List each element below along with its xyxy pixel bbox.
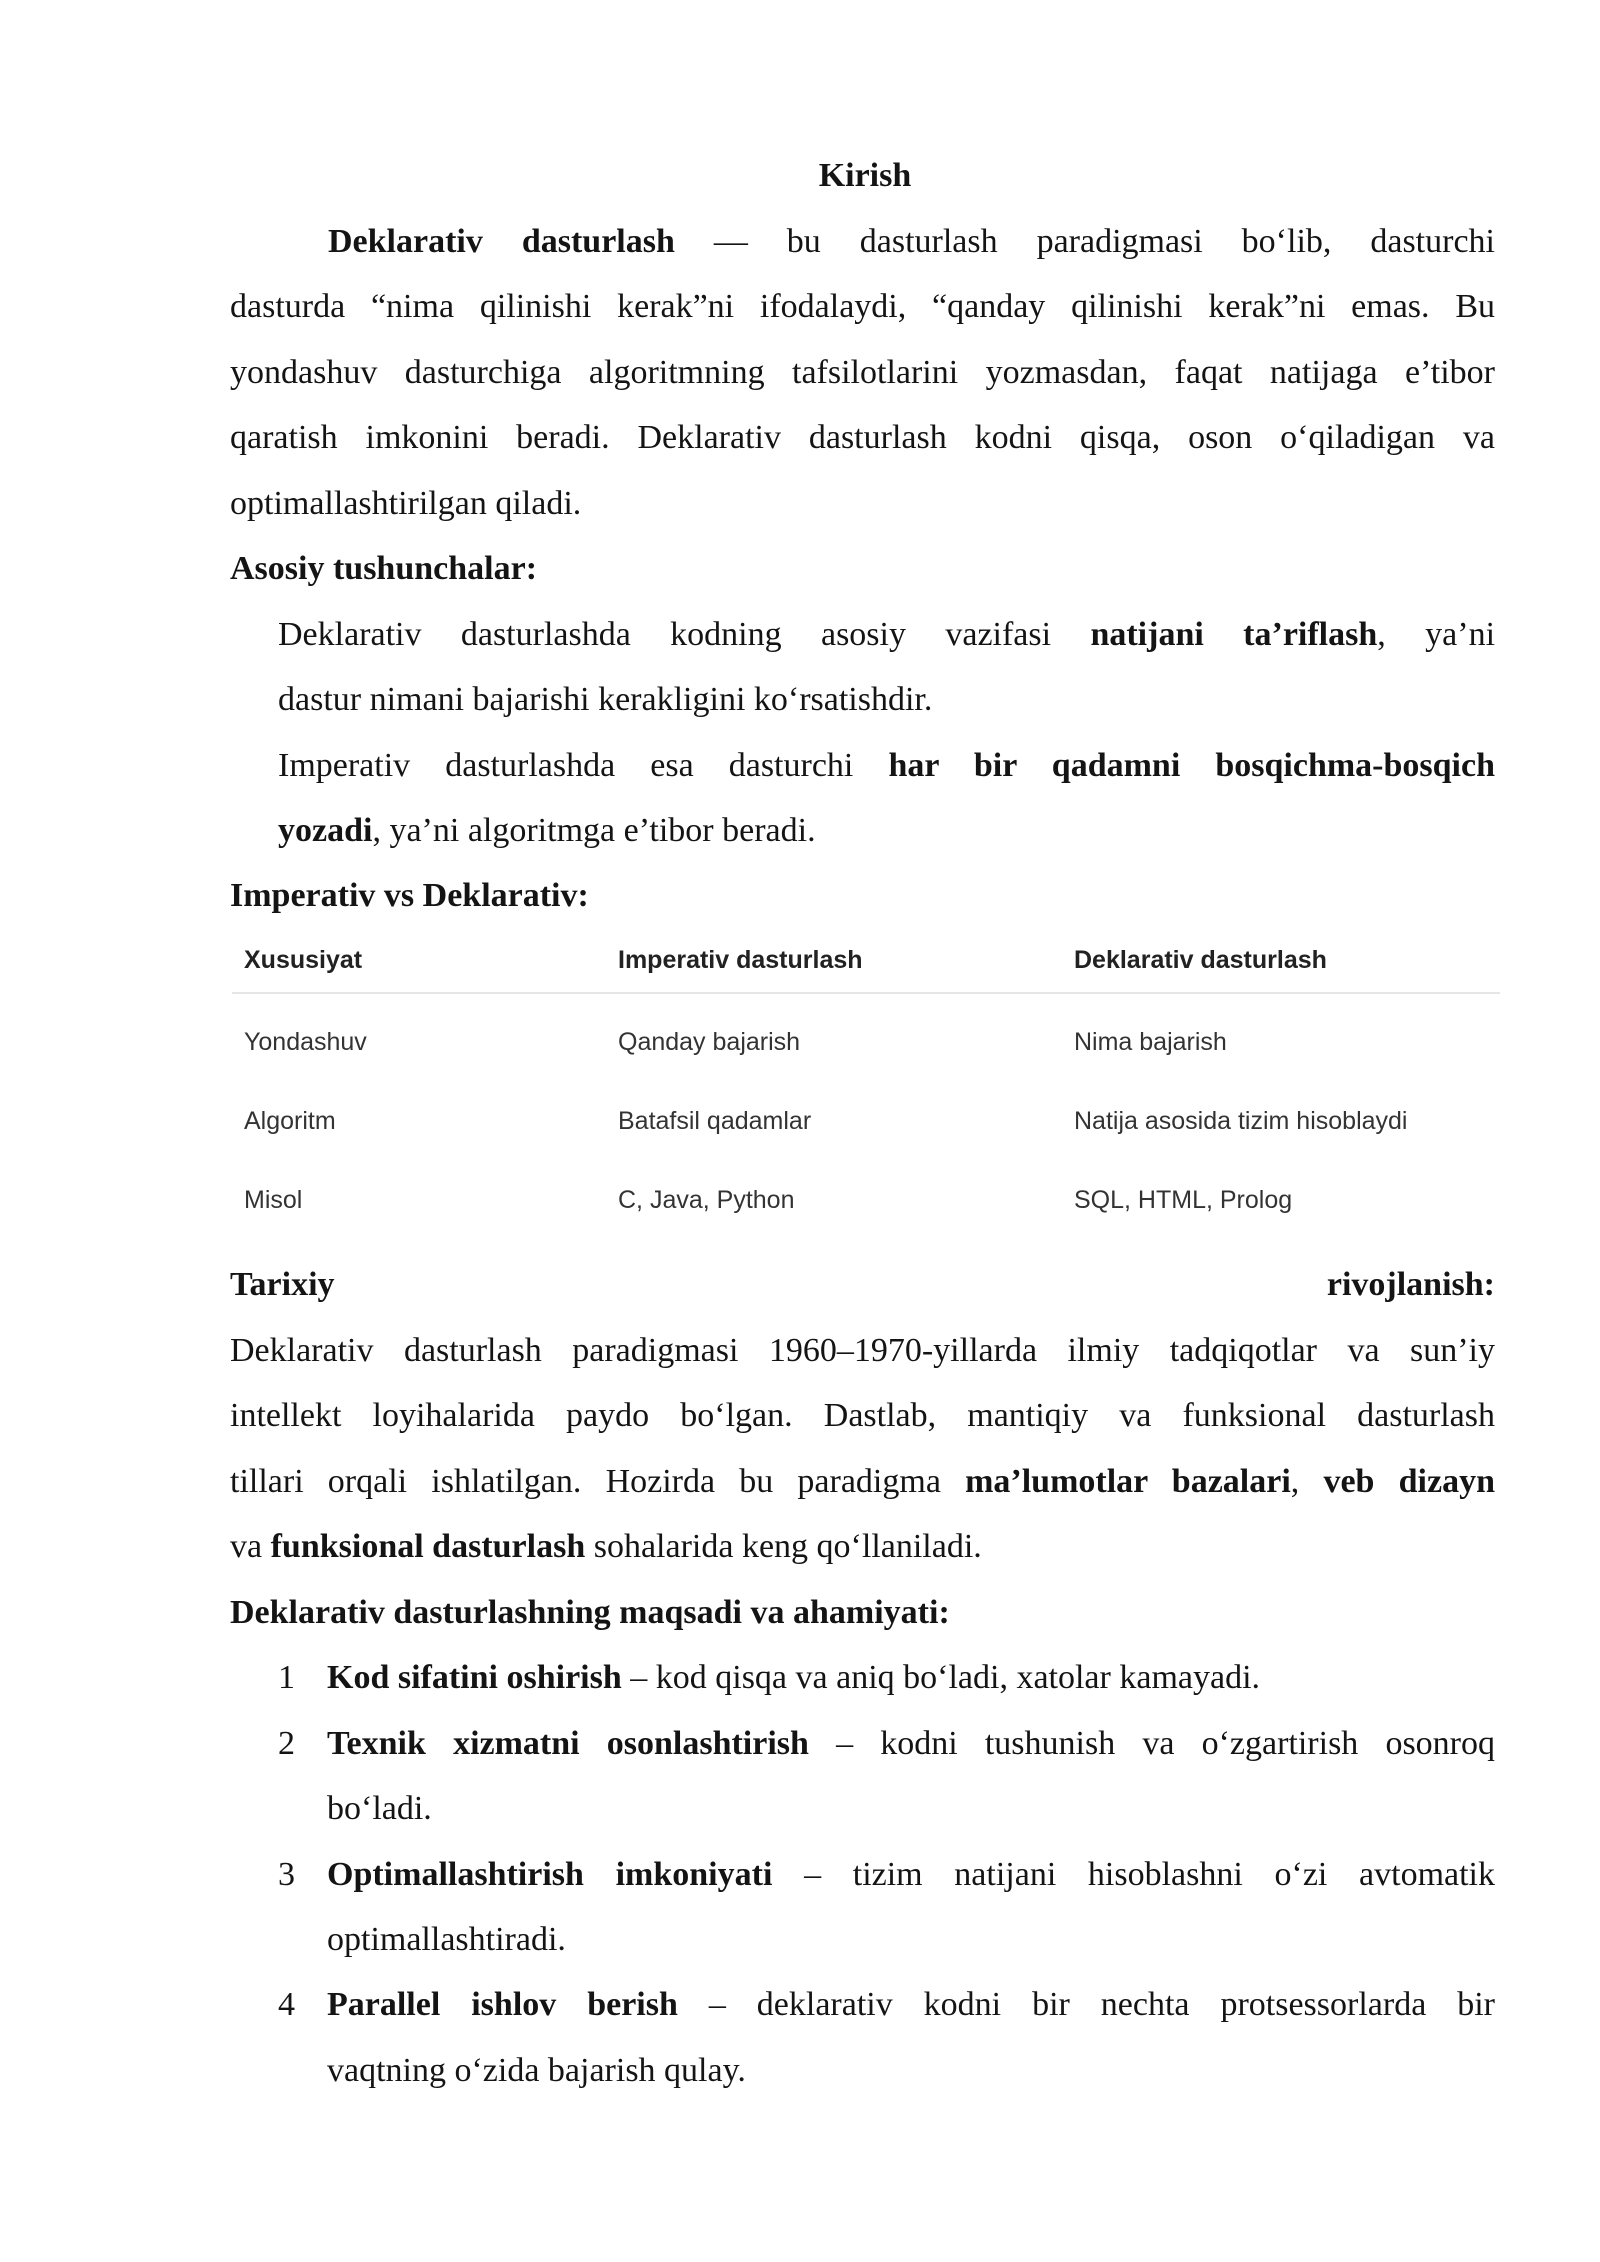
history-line-4 [230, 1527, 982, 1567]
history-bold-3: funksional dasturlash [270, 1528, 586, 1565]
list-item-number: 1 [278, 1659, 295, 1696]
list-item-number: 3 [278, 1856, 295, 1893]
list-item-text: – kod qisqa va aniq bo‘ladi, xatolar kamayadi. [621, 1659, 1261, 1696]
intro-line-1 [328, 222, 1495, 262]
list-item-continuation: optimallashtiradi. [327, 1921, 566, 1958]
history-bold-2: veb dizayn [1323, 1463, 1495, 1500]
history-line-1: Deklarativ dasturlash paradigmasi 1960–1970-yillarda ilmiy tadqiqotlar va sun’iy [230, 1332, 1495, 1369]
list-item-title: Parallel ishlov berish [327, 1986, 678, 2023]
list-item [327, 1724, 1495, 1764]
concept-1-line-2: dastur nimani bajarishi kerakligini ko‘rsatishdir. [278, 681, 933, 718]
concept-2-tail: , ya’ni algoritmga e’tibor beradi. [372, 812, 816, 849]
concept-1-tail: , ya’ni [1377, 616, 1495, 653]
table-row [232, 1152, 1500, 1231]
list-item-title: Kod sifatini oshirish [327, 1659, 622, 1696]
intro-line-4: qaratish imkonini beradi. Deklarativ dasturlash kodni qisqa, oson o‘qiladigan va [230, 419, 1495, 456]
list-item [327, 1658, 1260, 1698]
comparison-heading: Imperativ vs Deklarativ: [230, 877, 589, 914]
page-title: Kirish [818, 157, 912, 194]
concept-2-text: Imperativ dasturlashda esa dasturchi [278, 747, 889, 784]
list-item-number: 2 [278, 1725, 295, 1762]
table-cell: Yondashuv [244, 1028, 367, 1056]
table-cell: Misol [244, 1186, 303, 1214]
concept-2-line-1 [278, 746, 1495, 786]
list-item-continuation: bo‘ladi. [327, 1790, 432, 1827]
list-item-title: Texnik xizmatni osonlashtirish [327, 1725, 809, 1762]
concept-2-bold: har bir qadamni bosqichma-bosqich [888, 747, 1495, 784]
history-line-2: intellekt loyihalarida paydo bo‘lgan. Dastlab, mantiqiy va funksional dasturlash [230, 1397, 1495, 1434]
list-item [327, 1985, 1495, 2025]
list-item [327, 1855, 1495, 1895]
concept-1-line-1 [278, 615, 1495, 655]
intro-line-2: dasturda “nima qilinishi kerak”ni ifodalaydi, “qanday qilinishi kerak”ni emas. Bu [230, 288, 1495, 325]
table-cell: Natija asosida tizim hisoblaydi [1074, 1107, 1408, 1135]
concept-1-bold: natijani ta’riflash [1090, 616, 1378, 653]
table-header-cell: Imperativ dasturlash [618, 946, 863, 974]
history-line-4-text: va [230, 1528, 271, 1565]
table-cell: Nima bajarish [1074, 1028, 1227, 1056]
history-line-3-text: tillari orqali ishlatilgan. Hozirda bu paradigma [230, 1463, 966, 1500]
goals-heading: Deklarativ dasturlashning maqsadi va ahamiyati: [230, 1594, 950, 1631]
history-heading-left: Tarixiy [230, 1266, 335, 1303]
intro-line-1-text: — bu dasturlash paradigmasi bo‘lib, dasturchi [674, 223, 1495, 260]
list-item-title: Optimallashtirish imkoniyati [327, 1856, 773, 1893]
intro-term: Deklarativ dasturlash [328, 223, 675, 260]
history-line-4-tail: sohalarida keng qo‘llaniladi. [585, 1528, 982, 1565]
concept-1-text: Deklarativ dasturlashda kodning asosiy vazifasi [278, 616, 1091, 653]
list-item-number: 4 [278, 1986, 295, 2023]
table-cell: Qanday bajarish [618, 1028, 801, 1056]
table-cell: Batafsil qadamlar [618, 1107, 812, 1135]
history-sep: , [1290, 1463, 1324, 1500]
list-item-continuation: vaqtning o‘zida bajarish qulay. [327, 2052, 746, 2089]
intro-line-3: yondashuv dasturchiga algoritmning tafsilotlarini yozmasdan, faqat natijaga e’tibor [230, 354, 1495, 391]
list-item-text: – deklarativ kodni bir nechta protsessorlarda bir [677, 1986, 1495, 2023]
table-header-row [232, 936, 1500, 994]
concept-2-bold-2: yozadi [278, 812, 373, 849]
table-row [232, 994, 1500, 1073]
table-header-cell: Xususiyat [244, 946, 363, 974]
list-item-text: – kodni tushunish va o‘zgartirish osonroq [808, 1725, 1495, 1762]
history-bold-1: ma’lumotlar bazalari [965, 1463, 1291, 1500]
history-line-3 [230, 1462, 1495, 1502]
table-cell: Algoritm [244, 1107, 336, 1135]
table-cell: C, Java, Python [618, 1186, 795, 1214]
table-header-cell: Deklarativ dasturlash [1074, 946, 1327, 974]
comparison-table [232, 936, 1500, 1231]
intro-line-5: optimallashtirilgan qiladi. [230, 485, 582, 522]
history-heading-right: rivojlanish: [1326, 1266, 1495, 1303]
table-row [232, 1073, 1500, 1152]
list-item-text: – tizim natijani hisoblashni o‘zi avtomatik [772, 1856, 1495, 1893]
concept-2-line-2 [278, 811, 816, 851]
table-cell: SQL, HTML, Prolog [1074, 1186, 1293, 1214]
concepts-heading: Asosiy tushunchalar: [230, 550, 538, 587]
